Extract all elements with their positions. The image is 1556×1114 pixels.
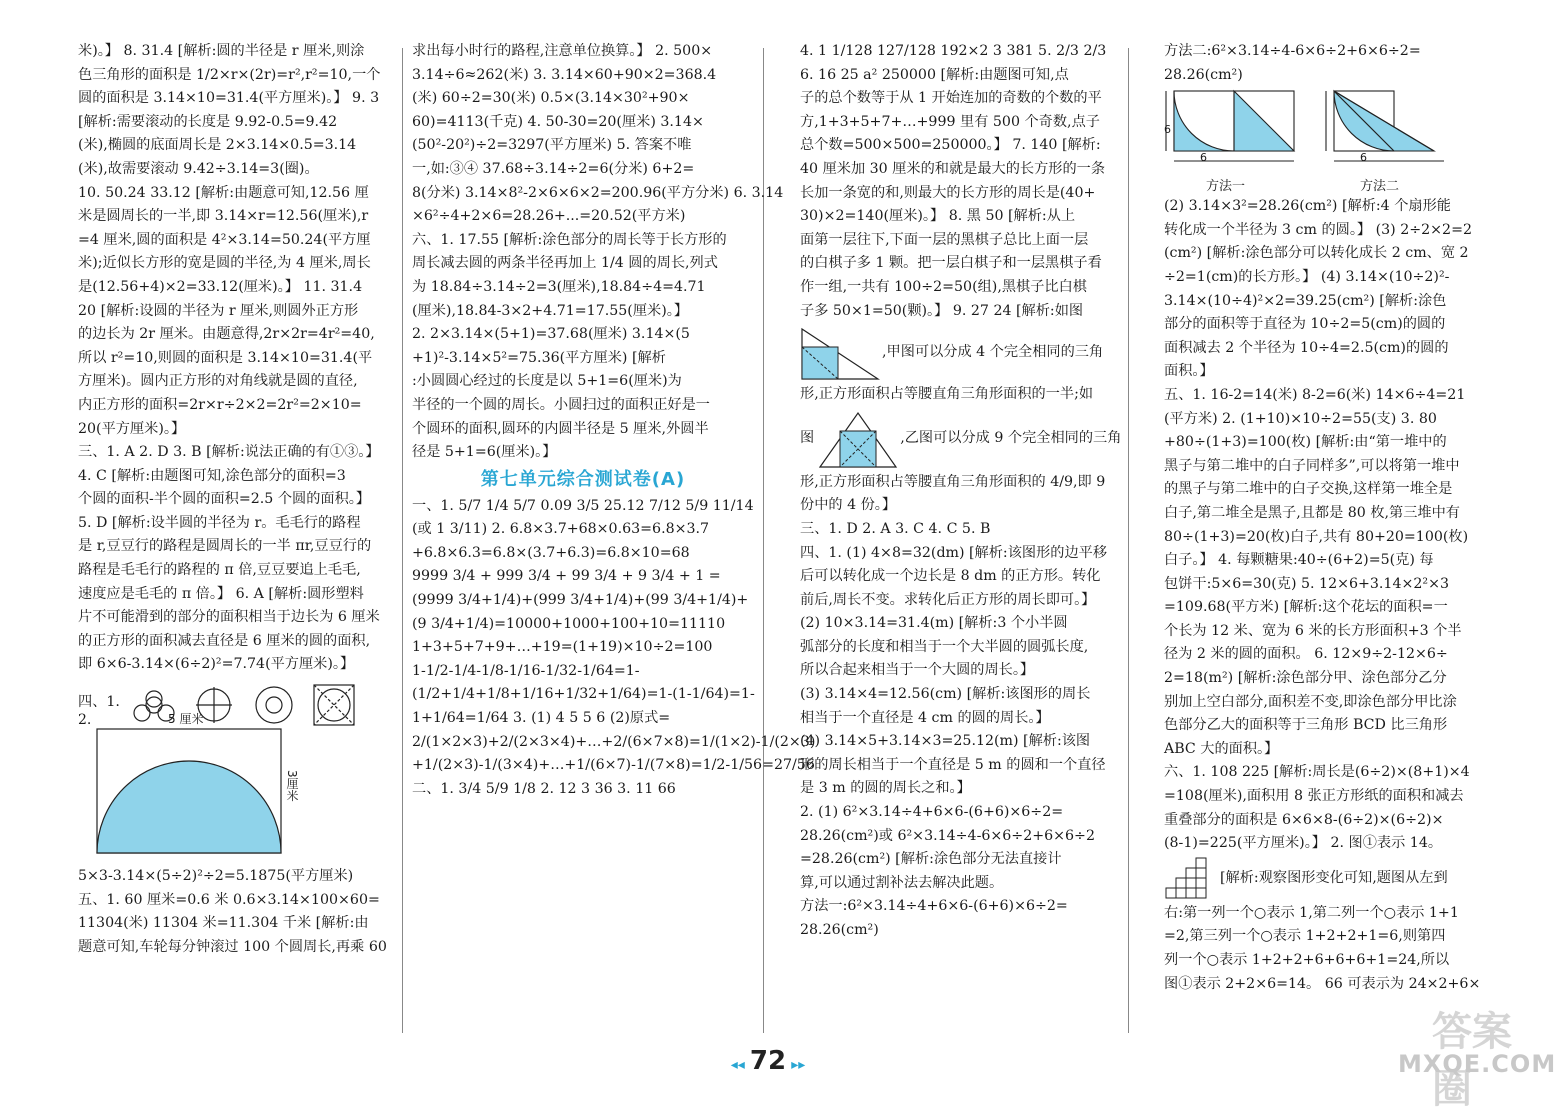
text-line: 转化成一个半径为 3 cm 的圆。】 (3) 2÷2×2=2 [1164,221,1472,238]
column-1-text [78,40,396,677]
text-line: 六、1. 108 225 [解析:周长是(6÷2)×(8+1)×4 [1164,764,1470,781]
text-line: 28.26(cm²)或 6²×3.14÷4-6×6÷2+6×6÷2 [800,827,1095,844]
section-title: 第七单元综合测试卷(A) [480,468,686,490]
text-line: 白子,第二堆全是黑子,且都是 80 枚,第三堆中有 [1164,504,1460,521]
text-line: (厘米),18.84-3×2+4.71=17.55(厘米)。】 [412,302,689,319]
text-line: 份中的 4 份。】 [800,497,897,514]
text-line: 20 [解析:设圆的半径为 r 厘米,则圆外正方形 [78,302,359,319]
text-line: 9999 3/4 + 999 3/4 + 99 3/4 + 9 3/4 + 1 = [412,568,721,585]
text-line: 包饼干:5×6=30(克) 5. 12×6+3.14×2²×3 [1164,575,1449,592]
page-footer [0,1046,1536,1076]
column-2-after [412,495,816,802]
text-line: 80÷(1+3)=20(枚)白子,共有 80+20=100(枚) [1164,528,1469,545]
method-one-caption: 方法一 [1206,179,1246,195]
text-line: 11304(米) 11304 米=11.304 千米 [解析:由 [78,915,369,932]
text-line: 米是圆周长的一半,即 3.14×r=12.56(厘米),r [78,208,369,225]
text-line: 面积减去 2 个半径为 10÷4=2.5(cm)的圆的 [1164,339,1449,356]
text-line: 五、1. 60 厘米=0.6 米 0.6×3.14×100×60= [78,891,380,908]
text-line: 4. C [解析:由题图可知,涂色部分的面积=3 [78,467,346,484]
text-line: 六、1. 17.55 [解析:涂色部分的周长等于长方形的 [412,231,727,248]
text-line: 四、1. (1) 4×8=32(dm) [解析:该图形的边平移 [800,544,1108,561]
text-line: 米)。】 8. 31.4 [解析:圆的半径是 r 厘米,则涂 [78,43,365,59]
text-line: 20(平方厘米)。】 [78,420,186,437]
text-line: 3.14÷6≈262(米) 3. 3.14×60+90×2=368.4 [412,66,717,83]
text-line: 的白棋子多 1 颗。把一层白棋子和一层黑棋子看 [800,255,1102,272]
text-line: 色三角形的面积是 1/2×r×(2r)=r²,r²=10,一个 [78,66,381,83]
text-line: 2=18(m²) [解析:涂色部分甲、涂色部分乙分 [1164,670,1447,687]
column-3 [800,40,1120,1030]
text-line: +6.8×6.3=6.8×(3.7+6.3)=6.8×10=68 [412,544,690,561]
text-line: 的边长为 2r 厘米。由题意得,2r×2r=4r²=40, [78,326,375,343]
text-line: 所以 r²=10,则圆的面积是 3.14×10=31.4(平 [78,349,373,366]
text-line: 4. 1 1/128 127/128 192×2 3 381 5. 2/3 2/3 [800,43,1107,59]
text-line: 方法二:6²×3.14÷4-6×6÷2+6×6÷2= [1164,43,1421,59]
text-line: 8(分米) 3.14×8²-2×6×6×2=200.96(平方分米) 6. 3.14 [412,184,784,201]
dim-label: 6 [1360,151,1367,165]
text-line: +80÷(1+3)=100(枚) [解析:由“第一堆中的 [1164,434,1447,451]
dim-label: 6 [1164,123,1171,137]
text-line: =2,第三列一个○表示 1+2+2+1=6,则第四 [1164,928,1446,945]
text-line: (1/2+1/4+1/8+1/16+1/32+1/64)=1-(1-1/64)=1- [412,686,755,703]
methods-svg [1164,87,1464,171]
stair-figure-text: [解析:观察图形变化可知,题图从左到 [1220,870,1448,887]
text-line: +1)²-3.14×5²=75.36(平方厘米) [解析 [412,349,666,366]
text-line: :小圆圆心经过的长度是以 5+1=6(厘米)为 [412,373,682,390]
text-line: (2) 3.14×3²=28.26(cm²) [解析:4 个扇形能 [1164,198,1451,215]
text-line: 总个数=500×500=250000。】 7. 140 [解析: [800,137,1101,154]
text-line: =28.26(cm²) [解析:涂色部分无法直接计 [800,851,1062,868]
column-3-after [800,471,1120,943]
text-line: 2/(1×2×3)+2/(2×3×4)+…+2/(6×7×8)=1/(1×2)-1/(2×3) [412,733,816,750]
text-line: ÷2=1(cm)的长方形。】 (4) 3.14×(10÷2)²- [1164,268,1450,285]
column-divider [1128,48,1129,1033]
method-two-caption: 方法二 [1360,179,1400,195]
text-line: (2) 10×3.14=31.4(m) [解析:3 个小半圆 [800,615,1068,632]
text-line: (米),椭圆的底面周长是 2×3.14×0.5=3.14 [78,137,357,154]
column-1-after [78,865,396,959]
text-line: 列一个○表示 1+2+2+6+6+6+1=24,所以 [1164,952,1450,968]
text-line: 3.14×(10÷4)²×2=39.25(cm²) [解析:涂色 [1164,292,1447,309]
text-line: 前后,周长不变。求转化后正方形的周长即可。】 [800,591,1096,608]
figure-yi-row [800,407,1120,471]
text-line: 二、1. 3/4 5/9 1/8 2. 12 3 36 3. 11 66 [412,780,676,797]
text-line: (9 3/4+1/4)=10000+1000+100+10=11110 [412,615,726,632]
text-line: 面积。】 [1164,363,1214,380]
text-line: 径是 5+1=6(厘米)。】 [412,444,557,461]
text-line: 路程是毛毛行的路程的 π 倍,豆豆要追上毛毛, [78,562,361,579]
text-line: 即 6×6-3.14×(6÷2)²=7.74(平方厘米)。】 [78,656,355,673]
text-line: +1/(2×3)-1/(3×4)+…+1/(6×7)-1/(7×8)=1/2-1/56=27/56 [412,757,815,774]
triangle-figure-jia [800,325,880,381]
triangle-figure-yi [818,409,898,469]
rect-semicircle-svg [96,728,282,858]
text-line: (3) 3.14×4=12.56(cm) [解析:该图形的周长 [800,686,1091,703]
text-line: 的正方形的面积减去直径是 6 厘米的圆的面积, [78,632,371,649]
text-line: 1+1/64=1/64 3. (1) 4 5 5 6 (2)原式= [412,710,671,727]
text-line: 方厘米)。圆内正方形的对角线就是圆的直径, [78,373,358,390]
figure-yi-text: ,乙图可以分成 9 个完全相同的三角 [900,429,1122,446]
width-label: 5 厘米 [168,712,204,727]
text-line: 个圆的面积-半个圆的面积=2.5 个圆的面积。】 [78,491,371,508]
column-2-text [412,40,784,465]
text-line: 是(12.56+4)×2=33.12(厘米)。】 11. 31.4 [78,278,363,295]
text-line: (8-1)=225(平方厘米)。】 2. 图①表示 14。 [1164,835,1443,852]
text-line: 径为 2 米的圆的面积。 6. 12×9÷2-12×6÷ [1164,646,1448,663]
text-line: 30)×2=140(厘米)。】 8. 黑 50 [解析:从上 [800,208,1076,225]
text-line: =109.68(平方米) [解析:这个花坛的面积=一 [1164,599,1448,616]
text-line: =108(厘米),面积用 8 张正方形纸的面积和减去 [1164,788,1464,805]
text-line: 60)=4113(千克) 4. 50-30=20(厘米) 3.14× [412,113,704,130]
column-1 [78,40,396,1030]
stair-figure-row [1164,856,1464,902]
text-line: 形,正方形面积占等腰直角三角形面积的一半;如 [800,386,1094,403]
text-line: 后可以转化成一个边长是 8 dm 的正方形。转化 [800,568,1101,585]
text-line: (50²-20²)÷2=3297(平方厘米) 5. 答案不唯 [412,137,692,154]
text-line: (4) 3.14×5+3.14×3=25.12(m) [解析:该图 [800,733,1091,750]
text-line: 片不可能滑到的部分的面积相当于边长为 6 厘米 [78,609,380,626]
text-line: 方,1+3+5+7+…+999 里有 500 个奇数,点子 [800,113,1100,130]
text-line: ×6²÷4+2×6=28.26+...=20.52(平方米) [412,208,686,225]
text-line: 色部分乙大的面积等于三角形 BCD 比三角形 [1164,717,1448,734]
column-divider [402,48,403,1033]
text-line: 1+3+5+7+9+…+19=(1+19)×10÷2=100 [412,639,713,656]
next-arrow-icon: ▸▸ [791,1057,806,1073]
q4-1-row [78,677,396,710]
text-line: 部分的面积等于直径为 10÷2=5(cm)的圆的 [1164,316,1446,333]
text-line: 个圆环的面积,圆环的内圆半径是 5 厘米,外圆半 [412,420,709,437]
text-line: 相当于一个直径是 4 cm 的圆的周长。】 [800,709,1050,726]
text-line: (9999 3/4+1/4)+(999 3/4+1/4)+(99 3/4+1/4)+ [412,592,749,609]
text-line: 求出每小时行的路程,注意单位换算。】 2. 500× [412,43,713,59]
text-line: 形,正方形面积占等腰直角三角形面积的 4/9,即 9 [800,473,1106,490]
stair-blocks-figure [1164,858,1214,900]
methods-figure [1164,87,1464,195]
text-line: 个长为 12 米、宽为 6 米的长方形面积+3 个半 [1164,622,1462,639]
text-line: 图①表示 2+2×6=14。 66 可表示为 24×2+6× [1164,975,1481,992]
text-line: (米),故需要滚动 9.42÷3.14=3(圈)。 [78,160,319,177]
page-number: 72 [749,1046,787,1076]
text-line: 28.26(cm²) [800,922,879,938]
watermark: MXQE.COM [1398,1050,1556,1078]
text-line: 为 18.84÷3.14÷2=3(厘米),18.84÷4=4.71 [412,278,706,295]
text-line: 弧部分的长度和相当于一个大半圆的圆弧长度, [800,638,1089,655]
text-line: 5×3-3.14×(5÷2)²÷2=5.1875(平方厘米) [78,868,354,885]
text-line: 2. (1) 6²×3.14÷4+6×6-(6+6)×6÷2= [800,804,1064,821]
column-2 [412,40,816,1030]
column-4-text [1164,195,1472,856]
text-line: 米);近似长方形的宽是圆的半径,为 4 厘米,周长 [78,255,371,272]
text-line: 2. 2×3.14×(5+1)=37.68(厘米) 3.14×(5 [412,326,690,343]
text-line: 10. 50.24 33.12 [解析:由题意可知,12.56 厘 [78,184,369,201]
text-line: 是 3 m 的圆的周长之和。】 [800,780,971,797]
text-line: 的黑子与第二堆中的白子交换,这样第一堆全是 [1164,481,1453,498]
text-line: (平方米) 2. (1+10)×10÷2=55(支) 3. 80 [1164,410,1437,427]
figure-jia-row [800,323,1120,383]
text-line: 题意可知,车轮每分钟滚过 100 个圆周长,再乘 60 [78,938,387,955]
text-line: 一、1. 5/7 1/4 5/7 0.09 3/5 25.12 7/12 5/9 11/14 [412,497,754,514]
text-line: 半径的一个圆的周长。小圆扫过的面积正好是一 [412,396,710,413]
q4-label: 四、1. [78,694,120,711]
text-line: 子多 50×1=50(颗)。】 9. 27 24 [解析:如图 [800,302,1084,319]
text-line: 黑子与第二堆中的白子同样多”,可以将第一堆中 [1164,457,1460,474]
text-line: 三、1. A 2. D 3. B [解析:说法正确的有①③。】 [78,444,380,461]
column-4-end [1164,902,1481,996]
text-line: 所以合起来相当于一个大圆的周长。】 [800,662,1035,679]
text-line: 28.26(cm²) [1164,66,1243,83]
text-line: 形的周长相当于一个直径是 5 m 的圆和一个直径 [800,756,1106,773]
text-line: 重叠部分的面积是 6×6×8-(6÷2)×(6÷2)× [1164,811,1444,828]
text-line: 白子。】 4. 每颗糖果:40÷(6+2)=5(克) 每 [1164,552,1434,569]
text-line: 五、1. 16-2=14(米) 8-2=6(米) 14×6÷4=21 [1164,386,1466,403]
text-line: 子的总个数等于从 1 开始连加的奇数的个数的平 [800,90,1102,107]
text-line: 5. D [解析:设半圆的半径为 r。毛毛行的路程 [78,514,361,531]
text-line: 方法一:6²×3.14÷4+6×6-(6+6)×6÷2= [800,898,1068,915]
text-line: 面第一层往下,下面一层的黑棋子总比上面一层 [800,231,1089,248]
semicircle-figure [78,710,396,865]
text-line: 别加上空白部分,面积差不变,即涂色部分甲比涂 [1164,693,1457,710]
column-3-text [800,40,1120,323]
column-4 [1164,40,1481,1030]
text-line: 算,可以通过割补法去解决此题。 [800,874,1004,891]
figure-yi-prefix: 图 [800,429,815,446]
text-line: 作一组,一共有 100÷2=50(组),黑棋子比白棋 [800,278,1087,295]
text-line: 40 厘米加 30 厘米的和就是最大的长方形的一条 [800,160,1106,177]
text-line: 1-1/2-1/4-1/8-1/16-1/32-1/64=1- [412,662,640,679]
text-line: (或 1 3/11) 2. 6.8×3.7+68×0.63=6.8×3.7 [412,521,710,538]
height-label: 3厘米 [285,770,299,802]
prev-arrow-icon: ◂◂ [730,1057,745,1073]
text-line: 圆的面积是 3.14×10=31.4(平方厘米)。】 9. 3 [78,90,380,107]
q4-2-label: 2. [78,712,92,729]
text-line: 长加一条宽的和,则最大的长方形的周长是(40+ [800,184,1096,201]
column-4-top [1164,40,1464,87]
watermark-logo: 答案圈 [1432,1009,1512,1112]
text-line: 周长减去圆的两条半径再加上 1/4 圆的周长,列式 [412,255,718,272]
text-line: (cm²) [解析:涂色部分可以转化成长 2 cm、宽 2 [1164,245,1469,262]
text-line: =4 厘米,圆的面积是 4²×3.14=50.24(平方厘 [78,231,371,248]
text-line: 右:第一列一个○表示 1,第二列一个○表示 1+1 [1164,904,1459,921]
figure-jia-text: ,甲图可以分成 4 个完全相同的三角 [882,344,1104,361]
text-line: 是 r,豆豆行的路程是圆周长的一半 πr,豆豆行的 [78,538,372,555]
text-line: 6. 16 25 a² 250000 [解析:由题图可知,点 [800,66,1069,83]
text-line: 内正方形的面积=2r×r÷2×2=2r²=2×10= [78,396,362,413]
text-line: (米) 60÷2=30(米) 0.5×(3.14×30²+90× [412,90,690,107]
dim-label: 6 [1200,151,1207,165]
text-line: [解析:需要滚动的长度是 9.92-0.5=9.42 [78,113,338,130]
text-line: 三、1. D 2. A 3. C 4. C 5. B [800,520,991,537]
text-line: ABC 大的面积。】 [1164,740,1279,757]
text-line: 速度应是毛毛的 π 倍。】 6. A [解析:圆形塑料 [78,585,364,602]
text-line: 一,如:③④ 37.68÷3.14÷2=6(分米) 6+2= [412,160,695,177]
